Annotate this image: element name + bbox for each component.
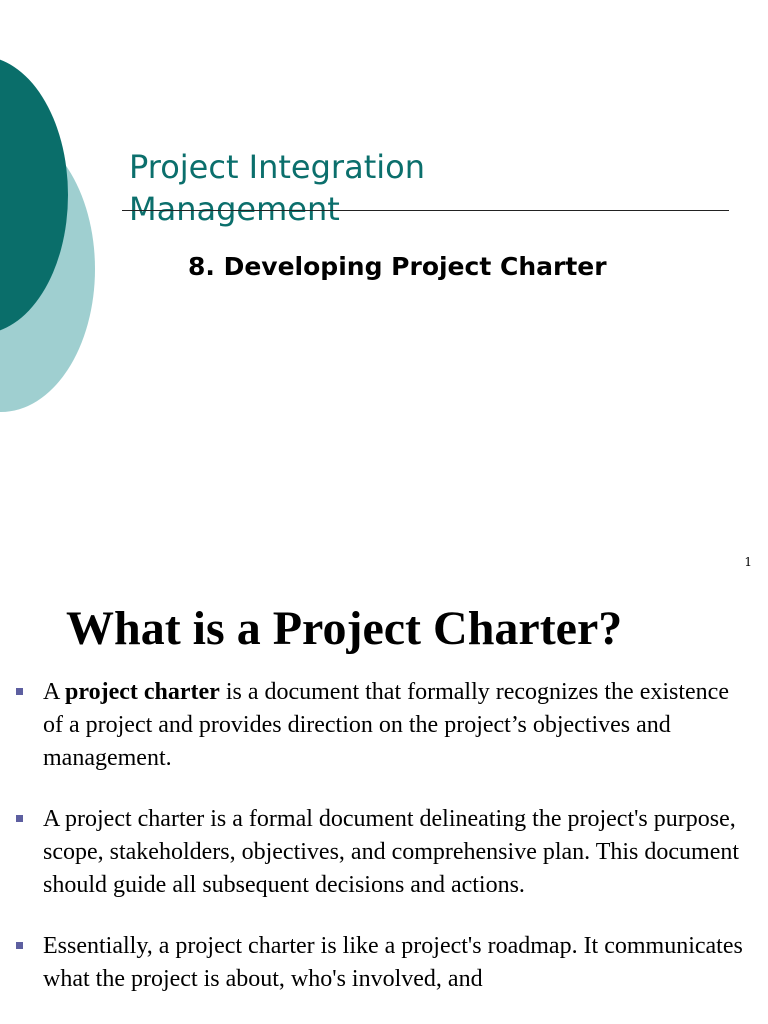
- bullet-item: [0, 930, 768, 996]
- slide-subtitle: 8. Developing Project Charter: [188, 252, 607, 281]
- bullet-text: is a document that formally recognizes the existence of a project and provides direction on the project’s objectives and management.: [43, 679, 729, 771]
- slide-title-line-1: Project Integration: [129, 148, 425, 186]
- bullet-item: [0, 803, 768, 902]
- bullet-list: [0, 676, 768, 1024]
- title-divider: [122, 210, 729, 211]
- bullet-square-icon: [16, 942, 23, 949]
- slide-2: [0, 580, 768, 1024]
- slide-title: [129, 146, 509, 230]
- bullet-item: [0, 676, 768, 775]
- bullet-square-icon: [16, 688, 23, 695]
- slide-title-line-2: Management: [129, 190, 340, 228]
- bullet-bold-term: project charter: [65, 679, 220, 705]
- bullet-square-icon: [16, 815, 23, 822]
- page-number: 1: [744, 555, 752, 569]
- slide-2-title: What is a Project Charter?: [66, 602, 623, 655]
- bullet-text: Essentially, a project charter is like a project's roadmap. It communicates what the project is about, who's involved, and: [43, 933, 743, 992]
- bullet-prefix: A: [43, 679, 66, 705]
- bullet-text: A project charter is a formal document delineating the project's purpose, scope, stakeholders, objectives, and comprehensive plan. This document should guide all subsequent decisions and actions.: [43, 806, 740, 898]
